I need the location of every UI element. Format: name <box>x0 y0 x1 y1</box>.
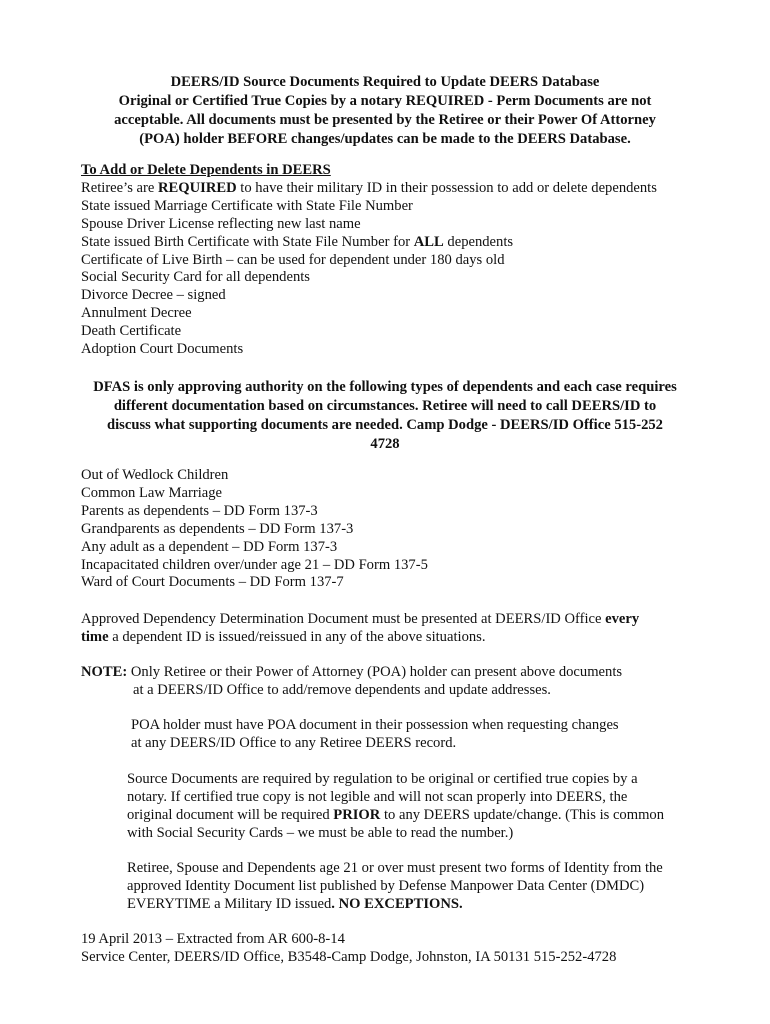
poa-paragraph: POA holder must have POA document in their possession when requesting changes at any DEERS/ID Office to any Retiree DEERS record. <box>131 717 619 751</box>
list-item: Certificate of Live Birth – can be used for dependent under 180 days old <box>81 251 505 268</box>
dfas-line: discuss what supporting documents are needed. Camp Dodge - DEERS/ID Office 515-252 <box>107 417 663 433</box>
list-item: Death Certificate <box>81 323 182 340</box>
approved-dependency-paragraph: Approved Dependency Determination Document must be presented at DEERS/ID Office every time a dependent ID is issued/reissued in any of the above situations. <box>81 611 640 645</box>
dfas-line: different documentation based on circumstances. Retiree will need to call DEERS/ID to <box>113 398 657 414</box>
list-item: Divorce Decree – signed <box>81 287 226 304</box>
dfas-line: DFAS is only approving authority on the following types of dependents and each case requires <box>93 379 677 395</box>
title-line: Original or Certified True Copies by a notary REQUIRED - Perm Documents are not <box>118 93 652 109</box>
list-item: State issued Birth Certificate with State File Number for ALL dependents <box>81 233 514 250</box>
title-line: DEERS/ID Source Documents Required to Update DEERS Database <box>170 74 600 90</box>
list-item: Annulment Decree <box>81 305 192 322</box>
title-line: (POA) holder BEFORE changes/updates can be made to the DEERS Database. <box>139 131 631 147</box>
list-item: Parents as dependents – DD Form 137-3 <box>81 502 318 519</box>
list-item: Retiree’s are REQUIRED to have their military ID in their possession to add or delete dependents <box>81 179 657 196</box>
identity-requirement-paragraph: Retiree, Spouse and Dependents age 21 or over must present two forms of Identity from the approved Identity Document list published by Defense Manpower Data Center (DMDC) EVERYTIME a Military ID issued. NO EXCEPTIONS. <box>127 860 663 912</box>
list-item: Any adult as a dependent – DD Form 137-3 <box>81 538 338 555</box>
title-line: acceptable. All documents must be presented by the Retiree or their Power Of Attorney <box>114 112 656 128</box>
list-item: Incapacitated children over/under age 21 – DD Form 137-5 <box>81 556 428 573</box>
document-footer <box>81 931 741 967</box>
dependent-types-list <box>81 467 721 592</box>
list-item: Ward of Court Documents – DD Form 137-7 <box>81 574 344 591</box>
section-heading: To Add or Delete Dependents in DEERS <box>81 162 331 178</box>
source-documents-paragraph: Source Documents are required by regulation to be original or certified true copies by a notary. If certified true copy is not legible and will not scan properly into DEERS, the original document will be required PRIOR to any DEERS update/change. (This is common with Social Security Cards – we must be able to read the number.) <box>127 771 665 841</box>
list-item: State issued Marriage Certificate with State File Number <box>81 197 413 214</box>
document-title <box>80 73 690 149</box>
list-item: Spouse Driver License reflecting new last name <box>81 215 361 232</box>
list-item: Common Law Marriage <box>81 484 223 501</box>
list-item: Social Security Card for all dependents <box>81 269 310 286</box>
note-paragraph: NOTE: Only Retiree or their Power of Attorney (POA) holder can present above documents at a DEERS/ID Office to add/remove dependents and update addresses. <box>81 664 623 698</box>
list-item: Grandparents as dependents – DD Form 137-3 <box>81 520 354 537</box>
footer-address: Service Center, DEERS/ID Office, B3548-Camp Dodge, Johnston, IA 50131 515-252-4728 <box>81 948 617 965</box>
dfas-notice <box>80 378 690 454</box>
note-label: NOTE: <box>81 664 128 680</box>
list-item: Out of Wedlock Children <box>81 467 229 483</box>
dfas-line: 4728 <box>370 436 400 452</box>
add-delete-dependents-section <box>81 162 721 359</box>
footer-date-source: 19 April 2013 – Extracted from AR 600-8-14 <box>81 931 345 947</box>
list-item: Adoption Court Documents <box>81 341 244 358</box>
